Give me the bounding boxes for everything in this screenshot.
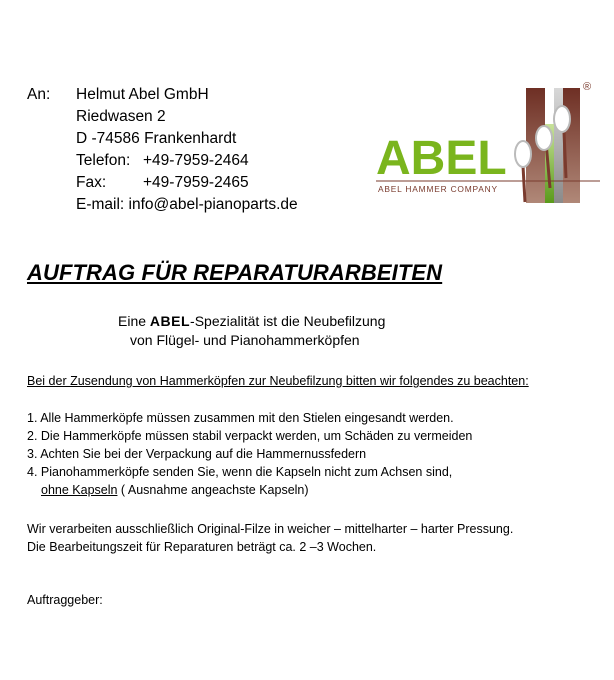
turnaround-info: Die Bearbeitungszeit für Reparaturen beträgt ca. 2 –3 Wochen. (27, 540, 377, 554)
exception-note: ( Ausnahme angeachste Kapseln) (117, 483, 309, 497)
street: Riedwasen 2 (76, 108, 166, 125)
without-capsules: ohne Kapseln (41, 483, 118, 497)
specialty-prefix: Eine (118, 313, 150, 329)
page-title: AUFTRAG FÜR REPARATURARBEITEN (27, 260, 443, 285)
logo-wordmark: ABEL (376, 132, 507, 185)
email-label: E-mail: (76, 196, 125, 213)
list-item: 3. Achten Sie bei der Verpackung auf die Hammernussfedern (27, 447, 367, 461)
company-name: Helmut Abel GmbH (76, 86, 209, 103)
client-label: Auftraggeber: (27, 593, 103, 607)
specialty-suffix: -Spezialität ist die Neubefilzung (190, 313, 386, 329)
fax-number: +49-7959-2465 (143, 174, 249, 191)
city: D -74586 Frankenhardt (76, 130, 237, 147)
logo-tagline: ABEL HAMMER COMPANY (378, 184, 498, 194)
registered-mark: ® (583, 81, 592, 93)
fax-label: Fax: (76, 174, 107, 191)
phone-label: Telefon: (76, 152, 131, 169)
recipient-label: An: (27, 86, 51, 103)
phone-number: +49-7959-2464 (143, 152, 249, 169)
list-item: 1. Alle Hammerköpfe müssen zusammen mit den Stielen eingesandt werden. (27, 411, 454, 425)
email-line (76, 194, 298, 216)
felt-info: Wir verarbeiten ausschließlich Original-Filze in weicher – mittelharter – harter Pressung. (27, 522, 514, 536)
instructions-heading: Bei der Zusendung von Hammerköpfen zur Neubefilzung bitten wir folgendes zu beachten: (27, 374, 529, 388)
list-item: 4. Pianohammerköpfe senden Sie, wenn die Kapseln nicht zum Achsen sind, (27, 465, 453, 479)
specialty-line2: von Flügel- und Pianohammerköpfen (130, 332, 360, 348)
specialty-text (118, 312, 385, 350)
list-item: 2. Die Hammerköpfe müssen stabil verpackt werden, um Schäden zu vermeiden (27, 429, 473, 443)
specialty-brand: ABEL (149, 313, 191, 329)
fax-line (76, 172, 298, 194)
email-address[interactable]: info@abel-pianoparts.de (128, 196, 298, 213)
abel-logo (376, 76, 600, 208)
instructions-list (27, 409, 472, 499)
list-item-continuation (27, 481, 472, 499)
phone-line (76, 150, 298, 172)
processing-info (27, 520, 513, 556)
